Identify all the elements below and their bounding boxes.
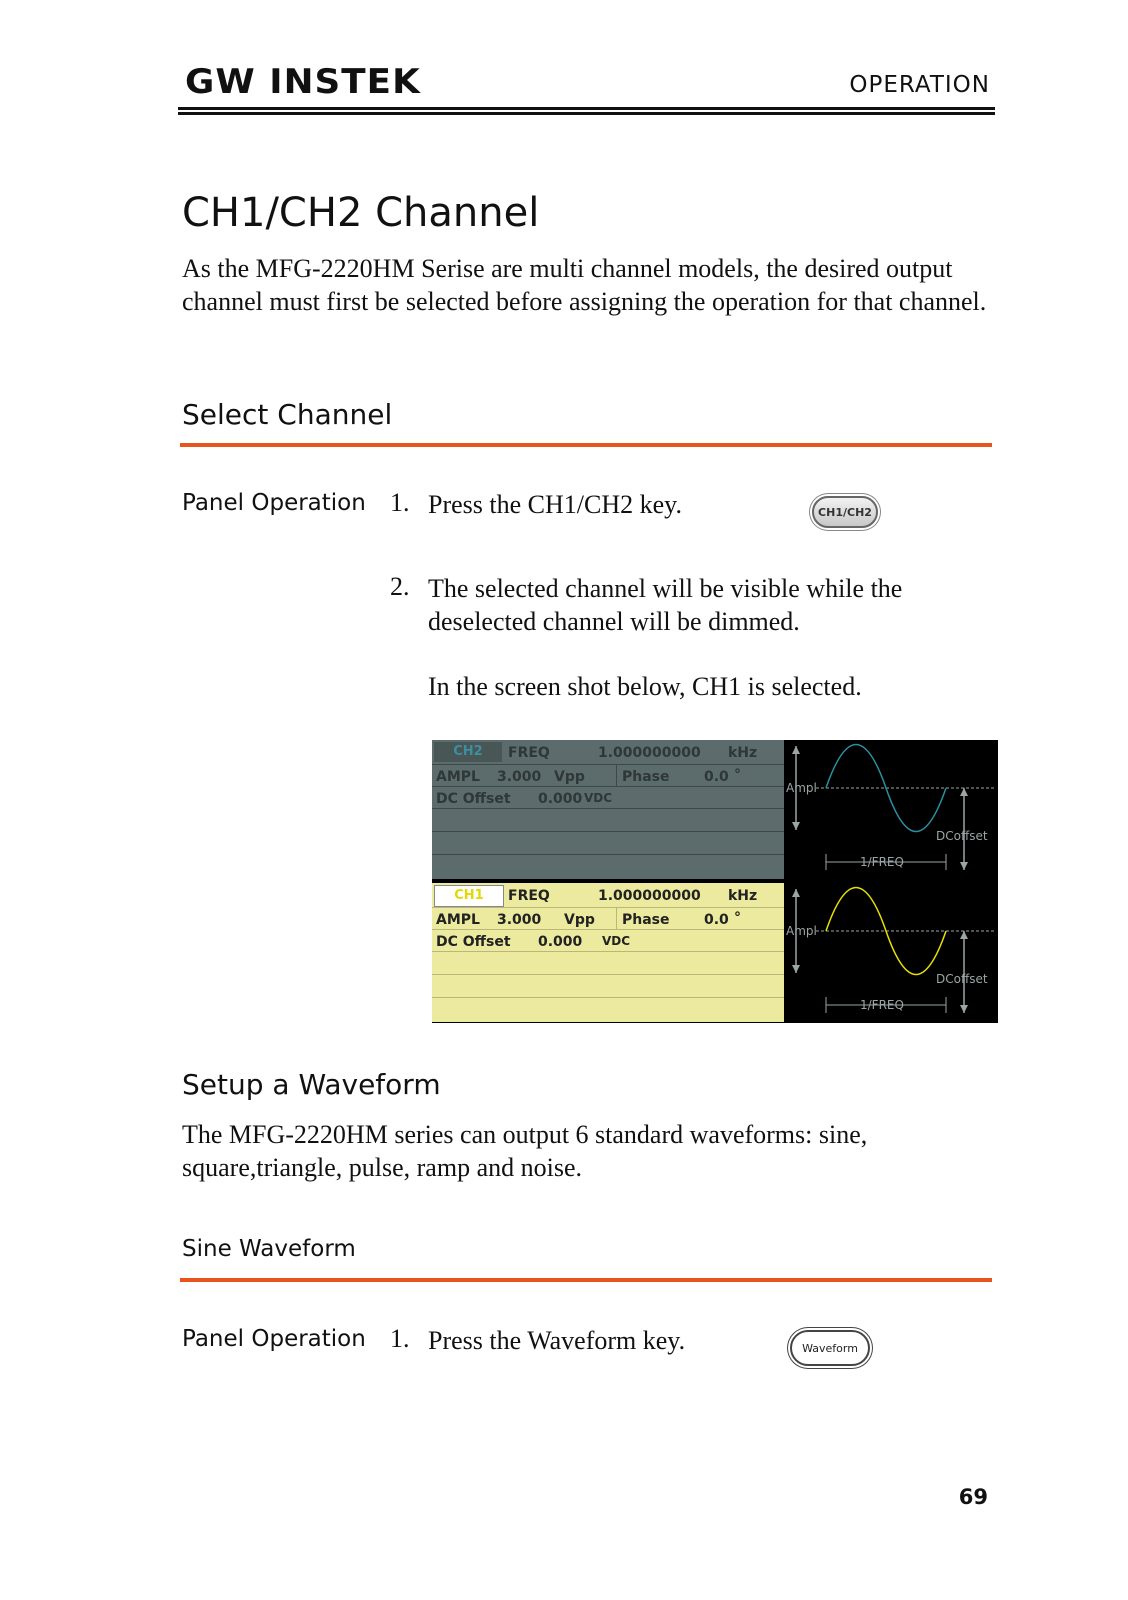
panel-operation-label: Panel Operation	[182, 490, 366, 516]
ch2-panel	[432, 740, 784, 879]
setup-waveform-heading: Setup a Waveform	[182, 1068, 441, 1101]
ch1-freq-unit: kHz	[728, 888, 758, 904]
divider	[432, 951, 784, 952]
ch1-waveform-display	[786, 883, 998, 1022]
sine-step-1-text: Press the Waveform key.	[428, 1326, 686, 1355]
ch2-freq-unit: kHz	[728, 745, 758, 761]
ch2-phase-unit: °	[734, 767, 741, 783]
divider	[432, 808, 784, 809]
divider	[616, 907, 617, 929]
ch1-phase-value: 0.0	[704, 912, 729, 928]
page-title: CH1/CH2 Channel	[182, 190, 540, 236]
divider	[432, 831, 784, 832]
divider	[432, 997, 784, 998]
ch2-dc-label: DC Offset	[436, 791, 511, 807]
ch2-phase-value: 0.0	[704, 769, 729, 785]
ch1-tab: CH1	[434, 885, 504, 907]
ch1-ch2-key: CH1/CH2	[812, 496, 878, 528]
divider	[432, 786, 784, 787]
setup-waveform-text: The MFG-2220HM series can output 6 standard waveforms: sine, square,triangle, pulse, ramp and noise.	[182, 1120, 868, 1182]
intro-paragraph: As the MFG-2220HM Serise are multi channel models, the desired output channel must first be selected before assigning the operation for that channel.	[182, 254, 987, 316]
page-number: 69	[958, 1485, 988, 1509]
ch1-phase-label: Phase	[622, 912, 670, 928]
ch1-dc-label: DC Offset	[436, 934, 511, 950]
sine-waveform-heading: Sine Waveform	[182, 1236, 356, 1262]
sine-waveform-rule	[180, 1278, 992, 1282]
ampl-label: Ampl	[786, 924, 817, 938]
screenshot-note: In the screen shot below, CH1 is selected.	[428, 672, 862, 701]
ch2-phase-label: Phase	[622, 769, 670, 785]
ch2-waveform-display	[786, 740, 998, 879]
ch1-ampl-label: AMPL	[436, 912, 480, 928]
dcoffset-label: DCoffset	[936, 972, 988, 986]
header-rule-secondary	[178, 112, 995, 115]
waveform-key: Waveform	[790, 1330, 870, 1366]
ch1-phase-unit: °	[734, 910, 741, 926]
brand-logo: GW INSTEK	[185, 62, 421, 102]
ch2-freq-label: FREQ	[508, 745, 550, 761]
dcoffset-label: DCoffset	[936, 829, 988, 843]
select-channel-rule	[180, 443, 992, 447]
panel-operation-label: Panel Operation	[182, 1326, 366, 1352]
ch1-panel	[432, 883, 784, 1022]
ch2-dc-unit: VDC	[584, 791, 613, 805]
divider	[432, 854, 784, 855]
divider	[432, 974, 784, 975]
divider	[616, 764, 617, 786]
ch1-freq-label: FREQ	[508, 888, 550, 904]
sine-step-1-number: 1.	[390, 1324, 410, 1353]
ch2-tab: CH2	[434, 742, 502, 762]
section-label: OPERATION	[849, 72, 990, 98]
select-channel-heading: Select Channel	[182, 398, 393, 431]
divider	[432, 907, 784, 908]
ch2-ampl-label: AMPL	[436, 769, 480, 785]
channel-screenshot	[432, 740, 998, 1023]
ch1-ampl-unit: Vpp	[564, 912, 595, 928]
ch2-ampl-value: 3.000	[497, 769, 542, 785]
ch1-dc-unit: VDC	[602, 934, 631, 948]
ampl-label: Ampl	[786, 781, 817, 795]
header-rule	[178, 107, 995, 110]
period-label: 1/FREQ	[860, 855, 904, 869]
step-2-text: The selected channel will be visible while the deselected channel will be dimmed.	[428, 574, 903, 636]
step-1-number: 1.	[390, 488, 410, 517]
step-2-number: 2.	[390, 572, 410, 601]
ch1-dc-value: 0.000	[538, 934, 583, 950]
ch2-ampl-unit: Vpp	[554, 769, 585, 785]
step-1-text: Press the CH1/CH2 key.	[428, 490, 682, 519]
ch2-freq-value: 1.000000000	[598, 745, 701, 761]
divider	[432, 929, 784, 930]
divider	[432, 764, 784, 765]
ch2-dc-value: 0.000	[538, 791, 583, 807]
ch1-freq-value: 1.000000000	[598, 888, 701, 904]
period-label: 1/FREQ	[860, 998, 904, 1012]
ch1-ampl-value: 3.000	[497, 912, 542, 928]
